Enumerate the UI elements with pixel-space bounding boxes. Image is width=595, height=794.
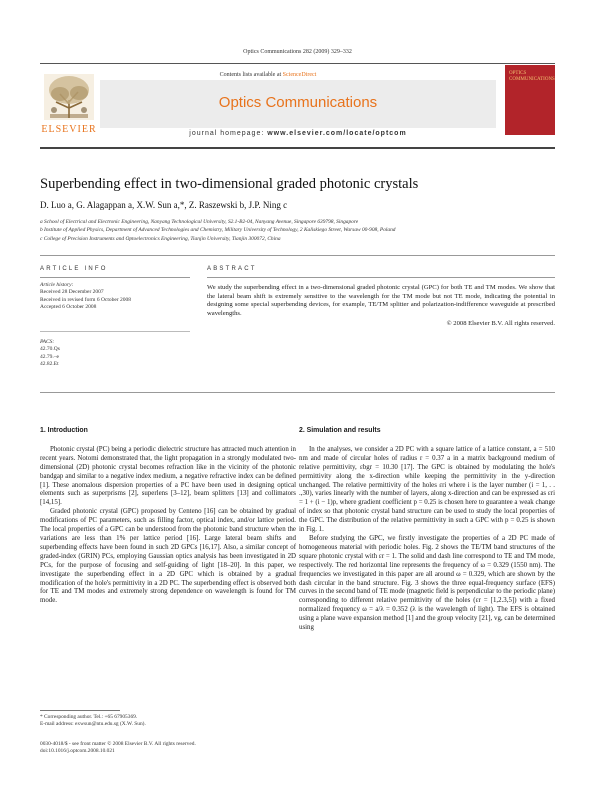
header-top-rule — [40, 63, 555, 64]
author-email: E-mail address: exwsun@ntu.edu.sg (X.W. Sun). — [40, 721, 146, 727]
issn-line: 0030-4018/$ - see front matter © 2008 Elsevier B.V. All rights reserved. — [40, 741, 196, 747]
affiliation-c: c College of Precision Instruments and Optoelectronics Engineering, Tianjin University, Tianjin 300072, China — [40, 236, 281, 242]
pacs-codes: PACS: 42.70.Qs 42.79.–e 42.82.Et — [40, 339, 60, 368]
author-list: D. Luo a, G. Alagappan a, X.W. Sun a,*, Z. Raszewski b, J.P. Ning c — [40, 200, 288, 210]
pacs-rule — [40, 331, 190, 332]
article-info-heading: ARTICLE INFO — [40, 266, 108, 272]
footnote-rule — [40, 710, 120, 711]
article-title: Superbending effect in two-dimensional graded photonic crystals — [40, 176, 419, 192]
journal-name: Optics Communications — [218, 94, 378, 111]
body-rule — [40, 392, 555, 393]
publication-info — [40, 741, 290, 755]
abstract-heading: ABSTRACT — [207, 266, 257, 272]
affiliation-b: b Institute of Applied Physics, Department of Advanced Technologies and Chemistry, Military University of Technology, 2 Kaliskiego Street, Warsaw 00-908, Poland — [40, 227, 396, 233]
abstract-rule — [207, 277, 555, 278]
homepage-link[interactable]: www.elsevier.com/locate/optcom — [267, 130, 407, 137]
introduction-paragraph-1: Photonic crystal (PC) being a periodic dielectric structure has attracted much attention in recent years. Notomi demonstrated that, the light propagation in a strongly modulated two-dimensional (2D) photonic crystal becomes refraction like in the vicinity of the photonic bandgap and similar to a negative index medium, a negative refractive index can be defined [1]. These anomalous dispersion properties of a PC have been used in designing optical elements such as superprisms [2], superlens [3–12], beam splitters [13] and collimators [14,15]. — [40, 445, 296, 507]
article-history: Article history: Received 28 December 2007 Received in revised form 6 October 2008 Accepted 6 October 2008 — [40, 282, 132, 311]
journal-cover-thumbnail — [505, 65, 555, 135]
affiliation-a: a School of Electrical and Electronic Engineering, Nanyang Technological University, S2.1-B2-04, Nanyang Avenue, Singapore 639798, Singapore — [40, 219, 359, 225]
simulation-section — [299, 427, 555, 633]
sciencedirect-link[interactable]: ScienceDirect — [282, 72, 317, 78]
footnotes — [40, 714, 290, 728]
simulation-paragraph-2: Before studying the GPC, we firstly investigate the properties of a 2D PC made of homogeneous material with periodic holes. Fig. 2 shows the TE/TM band structures of the square photonic crystal with εr = 1. The solid and dash line correspond to TE and TM mode, respectively. The red horizontal line represents the frequency of ω = 0.329 (1550 nm). The frequencies we investigated in this paper are all around ω = 0.329, which are shown by the dash circular in the band structure. Fig. 3 shows the three equal-frequency surface (EFS) curves in the second band of TE mode (magnetic field is perpendicular to the periodic plane) corresponding to different relative permittivity of the holes (εr = [1,2.3,5]) with a fixed normalized frequency ω = a/λ = 0.352 (λ is the wavelength of light). The EFS is obtained using a plane wave expansion method [1] and the group velocity [21], vg, can be determined using — [299, 534, 555, 632]
article-info-rule — [40, 277, 190, 278]
simulation-heading: 2. Simulation and results — [299, 427, 381, 434]
corresponding-author: * Corresponding author. Tel.: +65 67905369. — [40, 714, 138, 720]
introduction-heading: 1. Introduction — [40, 427, 88, 434]
header-bottom-rule — [40, 147, 555, 149]
simulation-paragraph-1: In the analyses, we consider a 2D PC with a square lattice of a lattice constant, a = 510 nm and made of circular holes of radius r = 0.37 a in a matrix background medium of relative permittivity, εbgr = 10.30 [17]. The GPC is obtained by modulating the hole's permittivity along the x-direction while keeping the permittivity in the y-direction unchanged. The relative permittivity of the holes εri where i is the layer number (i = 1, . . .,30), varies linearly with the number of layers, along x-direction and can be expressed as εri = 1 + (i − 1)p, where gradient coefficient p = 0.25 is chosen here to guarantee a weak change of index so that photonic crystal band structure can be used to study the local properties of the GPC. The distribution of the relative permittivity in such a GPC with p = 0.25 is shown in Fig. 1. — [299, 445, 555, 534]
contents-line: Contents lists available at ScienceDirect — [219, 72, 317, 78]
doi-line[interactable]: doi:10.1016/j.optcom.2008.10.021 — [40, 748, 115, 754]
affiliation-rule — [40, 255, 555, 256]
elsevier-logo: ELSEVIER — [41, 124, 97, 135]
journal-reference: Optics Communications 282 (2009) 329–332 — [243, 49, 352, 55]
abstract-text: We study the superbending effect in a two-dimensional graded photonic crystal (GPC) for both TE and TM modes. We show that the lateral beam shift is extremely sensitive to the wavelength for the TM mode but not TE mode, indicating the potential in designing some special superbending devices, for example, TE/TM splitter and polarization-indifference waveguide at prescribed wavelengths. — [207, 284, 555, 317]
abstract-copyright: © 2008 Elsevier B.V. All rights reserved. — [446, 320, 555, 327]
journal-homepage: journal homepage: www.elsevier.com/locate/optcom — [189, 130, 407, 137]
introduction-section — [40, 427, 296, 606]
introduction-paragraph-2: Graded photonic crystal (GPC) proposed by Centeno [16] can be obtained by gradual modifications of PC parameters, such as filling factor, optical index, and/or lattice period. The local properties of a GPC can be understood from the photonic band structure when the variations are less than 1% per lattice period [16]. Large lateral beam shifts and superbending effects have been found in such 2D GPCs [16,17]. Also, a similar concept of graded-index (GRIN) PCs, employing Gaussian optics analysis has been investigated in 2D PCs, for the purpose of focusing and self-guiding of light [18–20]. In this paper, we investigate the superbending effect in a 2D GPC which is obtained by a gradual modification of the hole's permittivity in a 2D PC. The superbending effect is observed both for TE and TM modes and extremely strong dependence on wavelength is found for TM mode. — [40, 508, 296, 605]
cover-title: OPTICS COMMUNICATIONS — [509, 71, 555, 82]
